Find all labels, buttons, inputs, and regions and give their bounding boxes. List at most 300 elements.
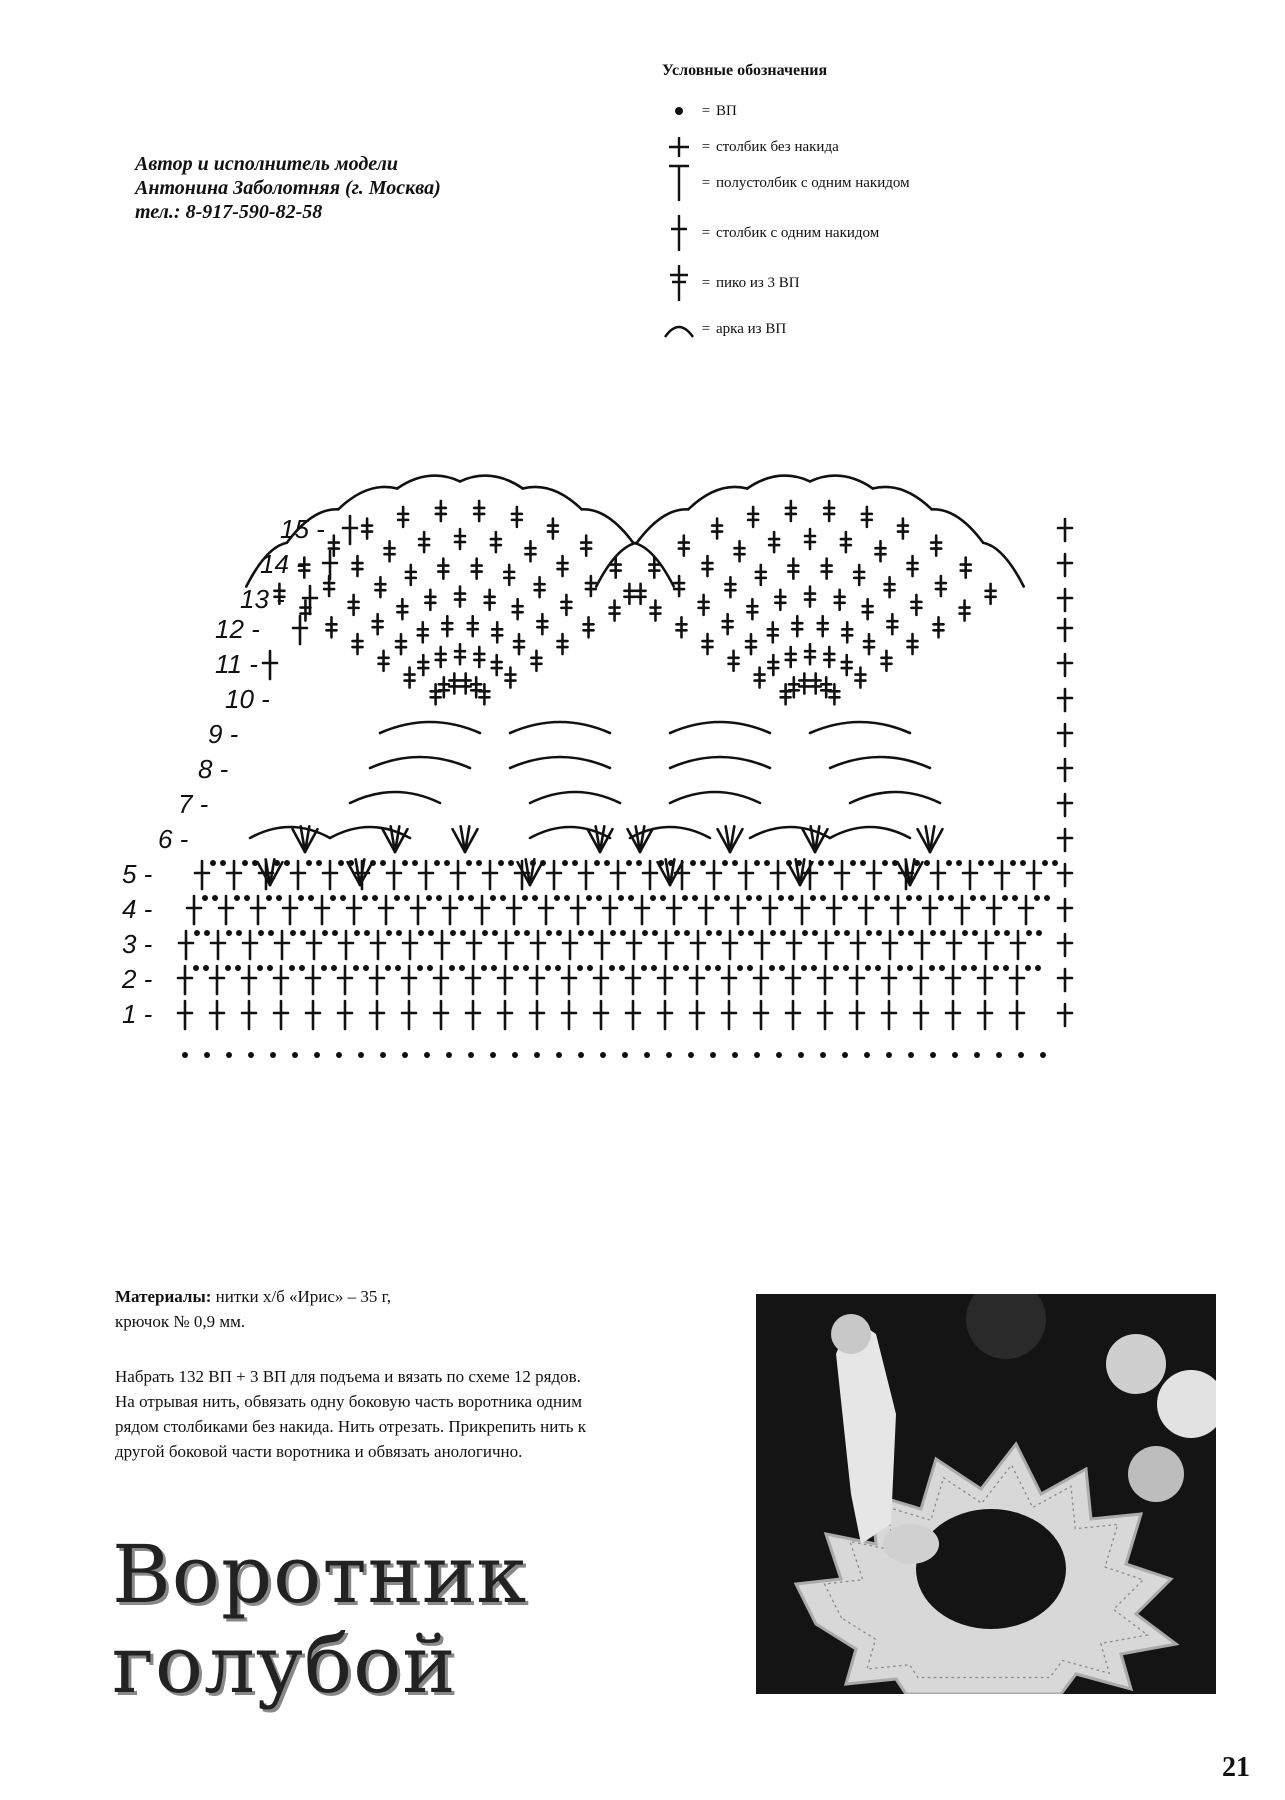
- double-crochet-mark: [914, 966, 928, 994]
- picot-stitch-mark: [885, 577, 895, 597]
- double-crochet-mark: [722, 966, 736, 994]
- picot-stitch-mark: [513, 599, 523, 619]
- row-label: 11 -: [215, 649, 258, 679]
- materials-hook: крючок № 0,9 мм.: [115, 1312, 246, 1331]
- chain-dot-mark: [182, 1052, 188, 1058]
- materials-label: Материалы:: [115, 1287, 212, 1306]
- chain-dot-mark: [234, 895, 240, 901]
- picot-stitch-mark: [525, 541, 535, 561]
- double-crochet-mark: [859, 896, 873, 924]
- single-crochet-mark: [1058, 934, 1072, 956]
- chain-dot-mark: [946, 860, 952, 866]
- double-crochet-mark: [818, 966, 832, 994]
- picot-stitch-mark: [769, 532, 779, 552]
- chain-dot-mark: [690, 860, 696, 866]
- double-crochet-mark: [402, 1001, 416, 1029]
- picot-stitch-mark: [842, 622, 852, 642]
- picot-stitch-mark: [558, 556, 568, 576]
- double-crochet-mark: [539, 896, 553, 924]
- row-label: 2 -: [122, 964, 153, 994]
- chain-dot-mark: [812, 930, 818, 936]
- chain-dot-mark: [956, 860, 962, 866]
- chain-dot-mark: [212, 895, 218, 901]
- double-crochet-mark: [1027, 861, 1041, 889]
- legend: [662, 62, 962, 366]
- double-crochet-mark: [787, 931, 801, 959]
- chain-dot-mark: [476, 860, 482, 866]
- chain-dot-mark: [738, 930, 744, 936]
- picot-stitch-mark: [375, 577, 385, 597]
- row-label: 10 -: [225, 684, 270, 714]
- chain-dot-mark: [492, 930, 498, 936]
- double-crochet-mark: [371, 931, 385, 959]
- double-crochet-mark: [242, 1001, 256, 1029]
- single-crochet-mark: [1058, 519, 1072, 541]
- chain-dot-mark: [651, 965, 657, 971]
- chain-dot-mark: [204, 1052, 210, 1058]
- chain-dot-mark: [266, 895, 272, 901]
- double-crochet-mark: [562, 1001, 576, 1029]
- double-crochet-mark: [595, 931, 609, 959]
- picot-stitch-mark: [485, 590, 495, 610]
- double-crochet-mark: [867, 861, 881, 889]
- chain-dot-mark: [404, 895, 410, 901]
- instruction-line: другой боковой части воротника и обвязать анологично.: [115, 1442, 523, 1461]
- chain-dot-mark: [417, 965, 423, 971]
- double-crochet-mark: [594, 966, 608, 994]
- chain-dot-icon: [662, 94, 696, 128]
- title-line-1: Воротник: [112, 1528, 528, 1621]
- double-crochet-mark: [699, 896, 713, 924]
- picot-stitch-mark: [768, 655, 778, 675]
- picot-stitch-mark: [461, 673, 471, 693]
- picot-stitch-mark: [786, 501, 796, 521]
- double-crochet-mark: [722, 1001, 736, 1029]
- chain-dot-mark: [644, 1052, 650, 1058]
- picot-stitch-mark: [474, 647, 484, 667]
- double-crochet-mark: [819, 931, 833, 959]
- scallop-arch-mark: [523, 487, 582, 509]
- double-crochet-mark: [275, 931, 289, 959]
- chain-dot-mark: [468, 895, 474, 901]
- chain-dot-mark: [1052, 860, 1058, 866]
- materials: [115, 1284, 595, 1334]
- chain-dot-mark: [780, 930, 786, 936]
- picot-stitch-mark: [397, 599, 407, 619]
- chain-dot-mark: [908, 1052, 914, 1058]
- picot-stitch-mark: [636, 584, 646, 604]
- scallop-arch-mark: [810, 476, 873, 489]
- scallop-arch-mark: [338, 487, 397, 509]
- chain-dot-mark: [514, 930, 520, 936]
- single-crochet-mark: [1058, 689, 1072, 711]
- double-crochet-mark: [291, 861, 305, 889]
- picot-stitch-mark: [756, 565, 766, 585]
- chain-arch-mark: [670, 722, 770, 733]
- double-crochet-mark: [227, 861, 241, 889]
- legend-item: = пико из 3 ВП: [662, 266, 800, 300]
- picot-stitch-mark: [385, 541, 395, 561]
- chain-dot-mark: [988, 860, 994, 866]
- chain-dot-mark: [194, 930, 200, 936]
- chain-dot-mark: [993, 965, 999, 971]
- chain-dot-mark: [428, 930, 434, 936]
- double-crochet-mark: [1010, 966, 1024, 994]
- chain-dot-mark: [248, 1052, 254, 1058]
- picot-stitch-mark: [531, 651, 541, 671]
- chain-arch-icon: [662, 312, 696, 346]
- chain-dot-mark: [700, 860, 706, 866]
- chain-dot-mark: [532, 895, 538, 901]
- picot-stitch-mark: [824, 501, 834, 521]
- chain-dot-mark: [1042, 860, 1048, 866]
- double-crochet-mark: [187, 896, 201, 924]
- chain-dot-mark: [788, 895, 794, 901]
- chain-dot-mark: [1010, 860, 1016, 866]
- chain-dot-mark: [930, 1052, 936, 1058]
- author-line-1: Автор и исполнитель модели: [135, 153, 399, 175]
- chain-dot-mark: [779, 965, 785, 971]
- chain-dot-mark: [555, 965, 561, 971]
- picot-stitch-mark: [479, 684, 489, 704]
- picot-stitch-mark: [362, 519, 372, 539]
- chain-dot-mark: [674, 930, 680, 936]
- chain-dot-mark: [820, 1052, 826, 1058]
- picot-stitch-mark: [781, 684, 791, 704]
- chain-dot-mark: [810, 895, 816, 901]
- scallop-arch-mark: [460, 476, 523, 489]
- picot-stitch-mark: [712, 519, 722, 539]
- chain-dot-mark: [652, 930, 658, 936]
- chain-dot-mark: [626, 860, 632, 866]
- picot-stitch-mark: [455, 587, 465, 607]
- double-crochet-mark: [242, 966, 256, 994]
- chain-dot-mark: [610, 930, 616, 936]
- chain-dot-mark: [395, 965, 401, 971]
- single-crochet-mark: [1058, 1004, 1072, 1026]
- picot-stitch-mark: [960, 601, 970, 621]
- legend-label: столбик без накида: [716, 138, 839, 155]
- chain-dot-mark: [513, 965, 519, 971]
- double-crochet-mark: [571, 896, 585, 924]
- picot-stitch-mark: [431, 684, 441, 704]
- chain-dot-mark: [898, 930, 904, 936]
- picot-stitch-mark: [352, 556, 362, 576]
- picot-stitch-mark: [610, 601, 620, 621]
- double-crochet-mark: [219, 896, 233, 924]
- chain-dot-mark: [948, 895, 954, 901]
- author-phone: тел.: 8-917-590-82-58: [135, 201, 323, 223]
- double-crochet-mark: [627, 931, 641, 959]
- double-crochet-mark: [659, 931, 673, 959]
- double-crochet-mark: [178, 1001, 192, 1029]
- double-crochet-mark: [547, 861, 561, 889]
- double-crochet-mark: [467, 931, 481, 959]
- double-crochet-mark: [263, 651, 277, 679]
- picot-stitch-mark: [702, 556, 712, 576]
- legend-label: полустолбик с одним накидом: [716, 174, 910, 191]
- double-crochet-mark: [315, 896, 329, 924]
- chain-dot-mark: [747, 965, 753, 971]
- double-crochet-mark: [914, 1001, 928, 1029]
- chain-dot-mark: [418, 930, 424, 936]
- double-crochet-mark: [403, 931, 417, 959]
- chain-dot-mark: [434, 860, 440, 866]
- chain-dot-mark: [756, 895, 762, 901]
- chain-dot-mark: [618, 895, 624, 901]
- chain-dot-mark: [833, 965, 839, 971]
- double-crochet-mark: [435, 931, 449, 959]
- chain-dot-mark: [546, 930, 552, 936]
- chain-dot-mark: [748, 930, 754, 936]
- chain-dot-mark: [364, 930, 370, 936]
- picot-stitch-mark: [472, 559, 482, 579]
- picot-stitch-mark: [468, 616, 478, 636]
- chain-dot-mark: [436, 895, 442, 901]
- chain-dot-mark: [444, 860, 450, 866]
- chain-dot-mark: [524, 930, 530, 936]
- double-crochet-mark: [251, 896, 265, 924]
- instruction-line: Набрать 132 ВП + 3 ВП для подъема и вязать по схеме 12 рядов.: [115, 1367, 581, 1386]
- chain-dot-mark: [874, 895, 880, 901]
- picot-stitch-mark: [934, 617, 944, 637]
- chain-dot-mark: [458, 895, 464, 901]
- chain-dot-mark: [620, 930, 626, 936]
- chain-dot-mark: [962, 930, 968, 936]
- double-crochet-mark: [475, 896, 489, 924]
- double-crochet-mark: [443, 896, 457, 924]
- double-crochet-mark: [179, 931, 193, 959]
- chain-dot-mark: [385, 965, 391, 971]
- chain-dot-mark: [204, 930, 210, 936]
- half-double-crochet-icon: [662, 166, 696, 200]
- legend-label: ВП: [716, 102, 737, 119]
- double-crochet-mark: [667, 896, 681, 924]
- picot-stitch-mark: [735, 541, 745, 561]
- picot-stitch-mark: [396, 634, 406, 654]
- chain-dot-mark: [340, 895, 346, 901]
- chain-arch-mark: [370, 757, 470, 768]
- legend-item: = полустолбик с одним накидом: [662, 166, 910, 200]
- materials-yarn: нитки х/б «Ирис» – 35 г,: [215, 1287, 391, 1306]
- picot-stitch-mark: [792, 616, 802, 636]
- picot-stitch-mark: [405, 668, 415, 688]
- row-label: 1 -: [122, 999, 153, 1029]
- chain-dot-mark: [882, 860, 888, 866]
- double-crochet-mark: [946, 1001, 960, 1029]
- chain-dot-mark: [446, 1052, 452, 1058]
- double-crochet-mark: [739, 861, 753, 889]
- picot-stitch-mark: [746, 634, 756, 654]
- double-crochet-mark: [827, 896, 841, 924]
- chain-dot-mark: [490, 1052, 496, 1058]
- chain-dot-mark: [978, 860, 984, 866]
- double-crochet-mark: [387, 861, 401, 889]
- chain-arch-mark: [830, 757, 930, 768]
- picot-stitch-mark: [425, 590, 435, 610]
- chain-dot-mark: [970, 895, 976, 901]
- chain-dot-mark: [578, 1052, 584, 1058]
- chain-dot-mark: [427, 965, 433, 971]
- picot-stitch-mark: [349, 595, 359, 615]
- double-crochet-mark: [707, 861, 721, 889]
- picot-stitch-mark: [875, 541, 885, 561]
- chain-dot-mark: [974, 1052, 980, 1058]
- chain-dot-mark: [331, 965, 337, 971]
- chain-dot-mark: [588, 930, 594, 936]
- chain-arch-mark: [380, 722, 480, 733]
- legend-label: столбик с одним накидом: [716, 224, 880, 241]
- instruction-line: рядом столбиками без накида. Нить отрезать. Прикрепить нить к: [115, 1417, 587, 1436]
- chain-dot-mark: [769, 965, 775, 971]
- chain-dot-mark: [554, 895, 560, 901]
- chain-dot-mark: [402, 1052, 408, 1058]
- chain-dot-mark: [843, 965, 849, 971]
- chain-dot-mark: [842, 1052, 848, 1058]
- chain-dot-mark: [1020, 860, 1026, 866]
- row-label: 8 -: [198, 754, 229, 784]
- chain-dot-mark: [308, 895, 314, 901]
- chain-dot-mark: [706, 930, 712, 936]
- chain-dot-mark: [270, 1052, 276, 1058]
- double-crochet-mark: [1011, 931, 1025, 959]
- picot-stitch-mark: [449, 673, 459, 693]
- picot-stitch-mark: [863, 599, 873, 619]
- page-number: 21: [1222, 1752, 1250, 1783]
- chain-dot-mark: [737, 965, 743, 971]
- chain-dot-mark: [860, 860, 866, 866]
- scallop-arch-mark: [932, 509, 983, 542]
- legend-item: = столбик без накида: [662, 130, 839, 164]
- chain-dot-mark: [491, 965, 497, 971]
- picot-stitch-mark: [492, 622, 502, 642]
- single-crochet-mark: [1058, 759, 1072, 781]
- author-block: [135, 152, 441, 224]
- scallop-arch-mark: [397, 476, 460, 489]
- double-crochet-mark: [755, 931, 769, 959]
- single-crochet-mark: [1058, 654, 1072, 676]
- chain-dot-mark: [1034, 895, 1040, 901]
- chain-dot-mark: [1002, 895, 1008, 901]
- double-crochet-mark: [786, 966, 800, 994]
- picot-stitch-mark: [881, 651, 891, 671]
- chain-dot-mark: [338, 860, 344, 866]
- double-crochet-mark: [343, 516, 357, 544]
- chain-dot-mark: [450, 930, 456, 936]
- chain-dot-mark: [202, 895, 208, 901]
- picot-stitch-mark: [650, 601, 660, 621]
- picot-stitch-mark: [561, 595, 571, 615]
- chain-dot-mark: [770, 930, 776, 936]
- chain-dot-mark: [363, 965, 369, 971]
- double-crochet-mark: [931, 861, 945, 889]
- chain-dot-mark: [732, 860, 738, 866]
- chain-dot-mark: [449, 965, 455, 971]
- double-crochet-mark: [754, 1001, 768, 1029]
- chain-dot-mark: [596, 895, 602, 901]
- double-crochet-mark: [323, 861, 337, 889]
- double-crochet-mark: [947, 931, 961, 959]
- chain-dot-mark: [299, 965, 305, 971]
- chain-dot-mark: [980, 895, 986, 901]
- collar-photo: [756, 1294, 1216, 1694]
- chain-dot-mark: [564, 895, 570, 901]
- single-crochet-mark: [1058, 619, 1072, 641]
- double-crochet-mark: [306, 1001, 320, 1029]
- chain-arch-mark: [830, 827, 910, 838]
- chain-dot-mark: [801, 965, 807, 971]
- double-crochet-mark: [434, 966, 448, 994]
- picot-stitch-mark: [491, 532, 501, 552]
- picot-stitch-mark: [931, 536, 941, 556]
- chain-dot-mark: [362, 895, 368, 901]
- chain-dot-mark: [1036, 930, 1042, 936]
- chain-arch-mark: [510, 722, 610, 733]
- picot-stitch-mark: [755, 668, 765, 688]
- chain-dot-mark: [811, 965, 817, 971]
- picot-stitch-mark: [537, 614, 547, 634]
- picot-stitch-mark: [535, 577, 545, 597]
- double-crochet-mark: [978, 1001, 992, 1029]
- chain-dot-mark: [884, 895, 890, 901]
- double-crochet-mark: [963, 861, 977, 889]
- double-crochet-mark: [530, 966, 544, 994]
- picot-stitch-mark: [805, 587, 815, 607]
- chain-dot-mark: [1035, 965, 1041, 971]
- picot-stitch-mark: [841, 532, 851, 552]
- chain-dot-mark: [940, 930, 946, 936]
- picot-stitch-mark: [514, 634, 524, 654]
- chain-dot-mark: [818, 860, 824, 866]
- picot-stitch-mark: [818, 616, 828, 636]
- picot-stitch-mark: [821, 677, 831, 697]
- picot-stitch-mark: [548, 519, 558, 539]
- double-crochet-mark: [979, 931, 993, 959]
- chain-dot-mark: [523, 965, 529, 971]
- picot-stitch-mark: [788, 559, 798, 579]
- chain-dot-mark: [864, 1052, 870, 1058]
- picot-stitch-mark: [824, 647, 834, 667]
- double-crochet-mark: [611, 861, 625, 889]
- double-crochet-mark: [594, 1001, 608, 1029]
- picot-stitch-mark: [898, 519, 908, 539]
- picot-stitch-mark: [835, 590, 845, 610]
- picot-stitch-mark: [699, 595, 709, 615]
- chain-dot-mark: [820, 895, 826, 901]
- picot-stitch-mark: [789, 677, 799, 697]
- chain-dot-mark: [460, 930, 466, 936]
- double-crochet-mark: [643, 861, 657, 889]
- picot-stitch-mark: [864, 634, 874, 654]
- picot-stitch-mark: [512, 507, 522, 527]
- picot-stitch-mark: [725, 577, 735, 597]
- chain-dot-mark: [578, 930, 584, 936]
- chain-dot-mark: [276, 895, 282, 901]
- double-crochet-mark: [891, 896, 905, 924]
- picot-stitch-mark: [379, 651, 389, 671]
- chain-dot-mark: [886, 1052, 892, 1058]
- chain-dot-mark: [380, 860, 386, 866]
- double-crochet-mark: [507, 896, 521, 924]
- chain-dot-mark: [852, 895, 858, 901]
- double-crochet-mark: [850, 1001, 864, 1029]
- row-label: 7 -: [178, 789, 209, 819]
- double-crochet-mark: [955, 896, 969, 924]
- chain-dot-mark: [468, 1052, 474, 1058]
- chain-dot-mark: [545, 965, 551, 971]
- chain-dot-mark: [683, 965, 689, 971]
- picot-stitch-mark: [584, 617, 594, 637]
